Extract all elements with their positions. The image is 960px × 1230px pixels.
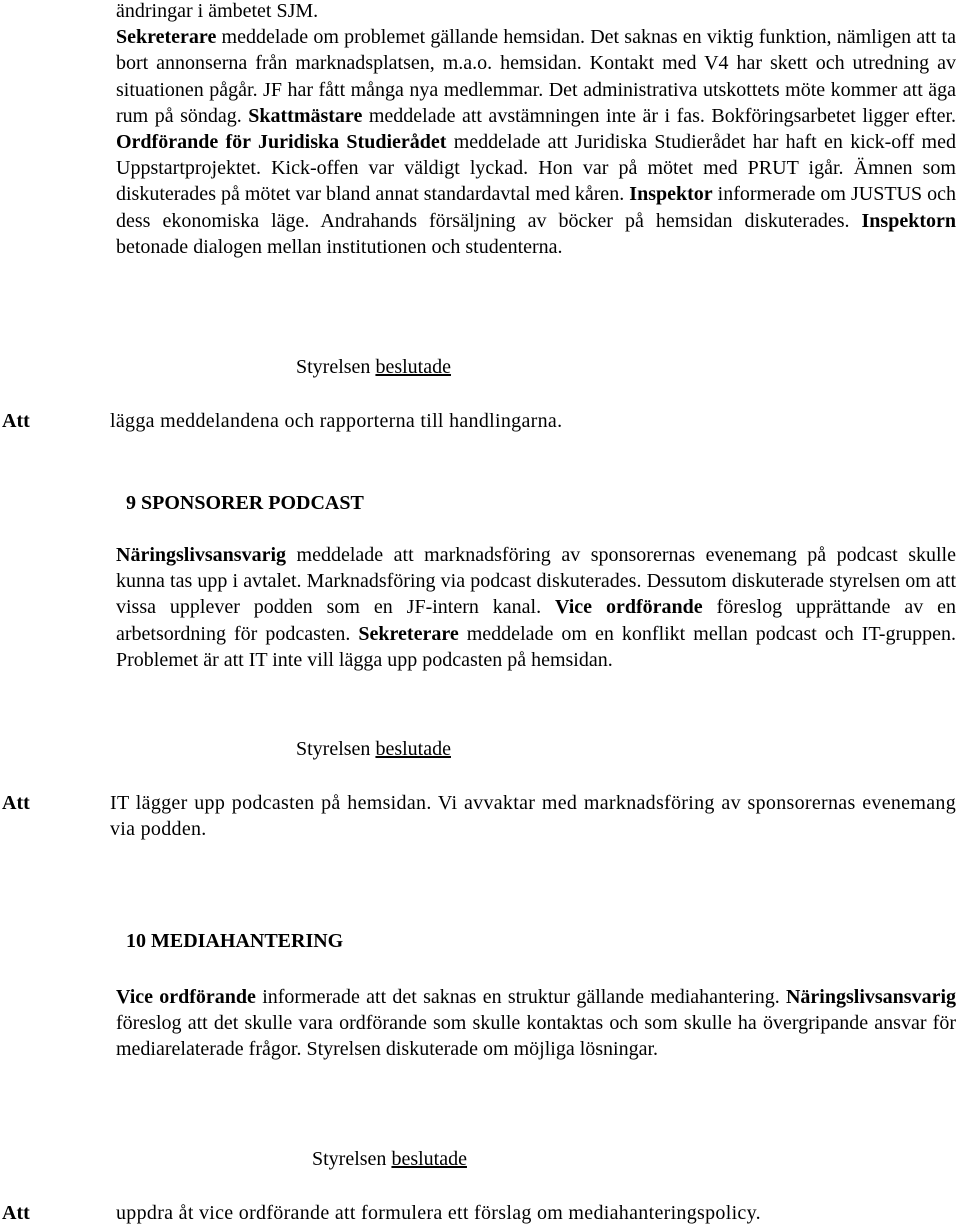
decision-line <box>312 1146 467 1172</box>
heading-title: SPONSORER PODCAST <box>141 492 364 514</box>
role-label: Inspektorn <box>861 209 956 232</box>
heading-title: MEDIAHANTERING <box>151 930 344 952</box>
role-label: Näringslivsansvarig <box>116 544 287 566</box>
decision-prefix: Styrelsen <box>312 1148 392 1170</box>
role-label: Vice ordförande <box>555 596 703 619</box>
decision-word: beslutade <box>391 1148 467 1170</box>
section-heading <box>110 928 343 954</box>
report-text: meddelade om en konflikt mellan podcast och IT-gruppen. Problemet är att IT inte vill lägga upp podcasten på hemsidan. <box>116 622 957 671</box>
reports-paragraph <box>116 984 956 1063</box>
report-text: meddelade att avstämningen inte är i fas. Bokföringsarbetet ligger efter. <box>362 104 956 127</box>
section9-reports <box>116 542 956 673</box>
reports-paragraph <box>116 542 956 673</box>
text-line: ändringar i ämbetet SJM. <box>116 0 319 22</box>
att-text: IT lägger upp podcasten på hemsidan. Vi avvaktar med marknadsföring av sponsorernas evenemang via podden. <box>110 792 956 840</box>
section8-report <box>116 0 956 260</box>
role-label: Inspektor <box>629 183 713 206</box>
report-text: föreslog upprättande av en arbetsordning för podcasten. <box>116 596 956 645</box>
role-label: Sekreterare <box>116 26 217 49</box>
section-heading <box>110 490 364 516</box>
report-text: informerade att det saknas en struktur gällande mediahantering. <box>255 986 780 1008</box>
decision-line <box>296 354 451 380</box>
report-text: meddelade att marknadsföring av sponsorernas evenemang på podcast skulle kunna tas upp i avtalet. Marknadsföring via podcast diskuterades. Dessutom diskuterade styrelsen om att vissa upplever podden som en JF-intern kanal. <box>116 544 956 619</box>
report-text: betonade dialogen mellan institutionen och studenterna. <box>116 235 563 258</box>
att-text: uppdra åt vice ordförande att formulera ett förslag om mediahanteringspolicy. <box>116 1202 761 1224</box>
report-text: föreslog att det skulle vara ordförande som skulle kontaktas och som skulle ha övergripande ansvar för mediarelaterade frågor. Styrelsen diskuterade om möjliga lösningar. <box>116 1012 956 1061</box>
decision-line <box>296 736 451 762</box>
heading-number: 9 <box>126 492 136 514</box>
att-label: Att <box>2 410 30 432</box>
heading-number: 10 <box>126 930 146 952</box>
reports-paragraph <box>116 24 956 260</box>
section10-reports <box>116 984 956 1063</box>
decision-word: beslutade <box>375 738 451 760</box>
report-text: meddelade om problemet gällande hemsidan. Det saknas en viktig funktion, nämligen att ta bort annonserna från marknadsplatsen, m.a.o. hemsidan. Kontakt med V4 har skett och utredning av situationen pågår. JF har fått många nya medlemmar. Det administrativa utskottets möte kommer att äga rum på söndag. <box>116 26 956 127</box>
role-label: Skattmästare <box>248 104 363 127</box>
decision-prefix: Styrelsen <box>296 356 376 378</box>
report-text: informerade om JUSTUS och dess ekonomiska läge. Andrahands försäljning av böcker på hemsidan diskuterades. <box>116 183 956 232</box>
role-label: Näringslivsansvarig <box>785 986 957 1008</box>
role-label: Vice ordförande <box>116 986 256 1008</box>
decision-prefix: Styrelsen <box>296 738 376 760</box>
role-label: Sekreterare <box>358 622 459 645</box>
report-text: meddelade att Juridiska Studierådet har haft en kick-off med Uppstartprojektet. Kick-offen var väldigt lyckad. Hon var på mötet med PRUT igår. Ämnen som diskuterades på mötet var bland annat standardavtal med kåren. <box>116 131 956 206</box>
role-label: Ordförande för Juridiska Studierådet <box>116 131 447 154</box>
att-label: Att <box>2 792 30 814</box>
decision-word: beslutade <box>375 356 451 378</box>
att-label: Att <box>2 1202 30 1224</box>
att-text: lägga meddelandena och rapporterna till handlingarna. <box>110 410 563 432</box>
